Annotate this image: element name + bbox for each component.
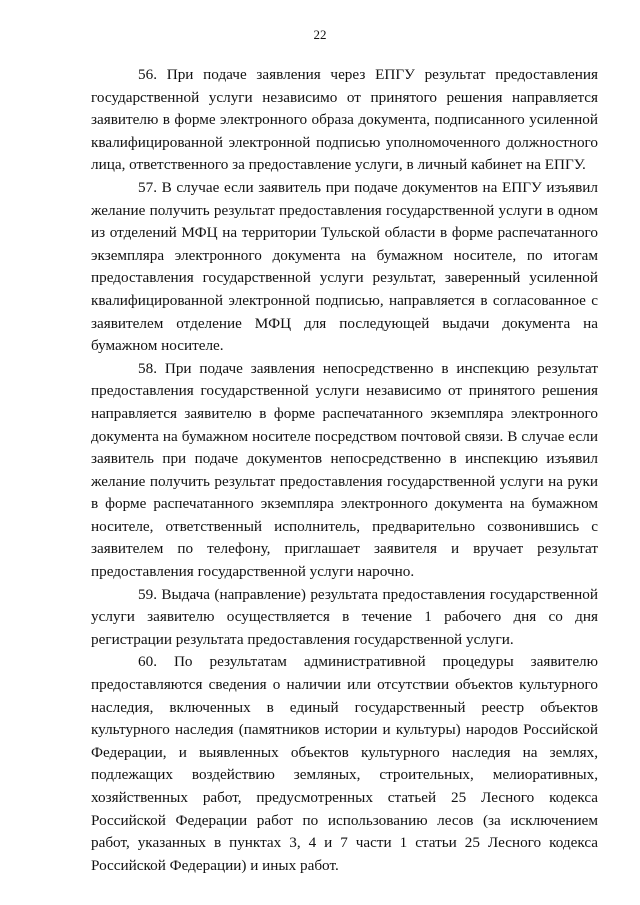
document-body bbox=[91, 64, 598, 877]
paragraph-58: 58. При подаче заявления непосредственно в инспекцию результат предоставления государственной услуги независимо от принятого решения направляется заявителю в форме распечатанного экземпляра электронного документа на бумажном носителе посредством почтовой связи. В случае если заявитель при подаче документов непосредственно в инспекцию изъявил желание получить результат предоставления государственной услуги на руки в форме распечатанного экземпляра электронного документа на бумажном носителе, ответственный исполнитель, предварительно созвонившись с заявителем по телефону, приглашает заявителя и вручает результат предоставления государственной услуги нарочно. bbox=[91, 359, 598, 581]
page-number: 22 bbox=[313, 27, 327, 42]
paragraph-60: 60. По результатам административной процедуры заявителю предоставляются сведения о наличии или отсутствии объектов культурного наследия, включенных в единый государственный реестр объектов культурного наследия (памятников истории и культуры) народов Российской Федерации, и выявленных объектов культурного наследия на землях, подлежащих воздействию земляных, строительных, мелиоративных, хозяйственных работ, предусмотренных статьей 25 Лесного кодекса Российской Федерации работ по использованию лесов (за исключением работ, указанных в пунктах 3, 4 и 7 части 1 статьи 25 Лесного кодекса Российской Федерации) и иных работ. bbox=[91, 653, 598, 874]
paragraph-59: 59. Выдача (направление) результата предоставления государственной услуги заявителю осуществляется в течение 1 рабочего дня со дня регистрации результата предоставления государственной услуги. bbox=[91, 585, 598, 648]
paragraph-56: 56. При подаче заявления через ЕПГУ результат предоставления государственной услуги независимо от принятого решения направляется заявителю в форме электронного образа документа, подписанного усиленной квалифицированной электронной подписью уполномоченного должностного лица, ответственного за предоставление услуги, в личный кабинет на ЕПГУ. bbox=[91, 66, 598, 174]
paragraph-57: 57. В случае если заявитель при подаче документов на ЕПГУ изъявил желание получить результат предоставления государственной услуги в одном из отделений МФЦ на территории Тульской области в форме распечатанного экземпляра электронного документа на бумажном носителе, по итогам предоставления государственной услуги результат, заверенный усиленной квалифицированной электронной подписью, направляется в согласованное с заявителем отделение МФЦ для последующей выдачи документа на бумажном носителе. bbox=[91, 178, 598, 355]
